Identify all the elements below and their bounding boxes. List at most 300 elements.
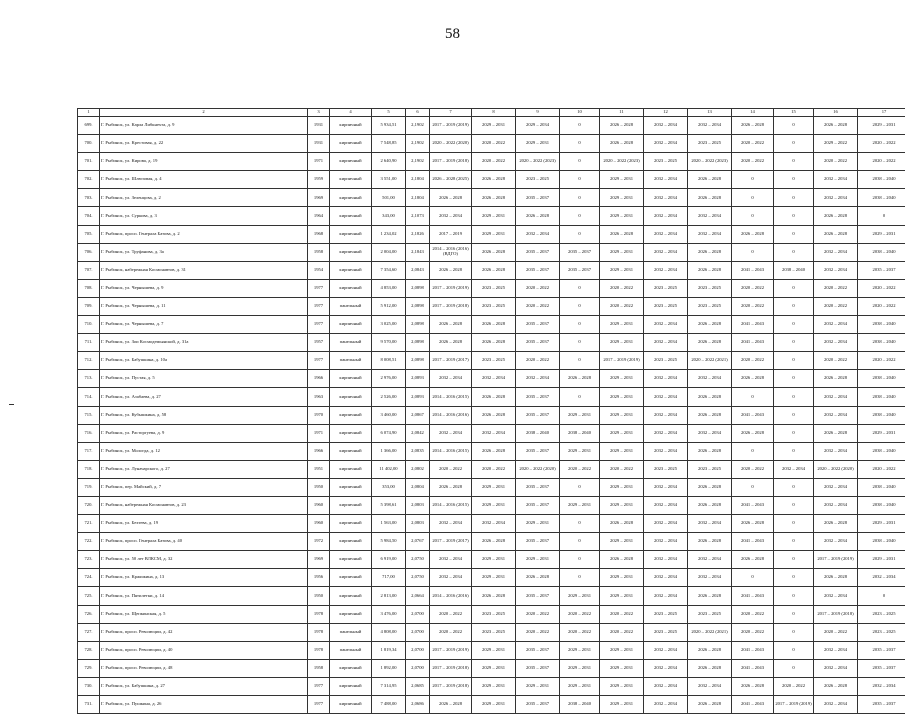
table-cell: 4 808,00 bbox=[372, 623, 406, 641]
table-cell: 2032 – 2034 bbox=[814, 316, 858, 334]
table-cell: 2 640,90 bbox=[372, 153, 406, 171]
table-cell: 2032 – 2034 bbox=[814, 189, 858, 207]
table-cell: 2032 – 2034 bbox=[858, 569, 905, 587]
table-row bbox=[78, 117, 905, 135]
table-cell: 2017 – 2019 (2018) bbox=[430, 659, 472, 677]
address-cell: Г. Рыбинск, ул. Расторгуева, д. 9 bbox=[100, 424, 308, 442]
table-cell: 2029 – 2031 bbox=[560, 587, 600, 605]
table-cell: 2026 – 2028 bbox=[472, 316, 516, 334]
table-cell: 2020 – 2022 bbox=[814, 352, 858, 370]
table-cell: 2041 – 2043 bbox=[732, 533, 774, 551]
address-cell: Г. Рыбинск, ул. Кирова, д. 19 bbox=[100, 153, 308, 171]
table-cell: 343,00 bbox=[372, 207, 406, 225]
table-cell: 2020 – 2022 bbox=[814, 153, 858, 171]
table-cell: 1954 bbox=[308, 261, 330, 279]
table-cell: 1951 bbox=[308, 460, 330, 478]
table-cell: 2020 – 2022 bbox=[472, 460, 516, 478]
table-cell: 2026 – 2028 bbox=[688, 261, 732, 279]
table-cell: 2023 – 2025 bbox=[688, 135, 732, 153]
table-cell: 2032 – 2034 bbox=[688, 225, 732, 243]
table-cell: 2014 – 2016 (2016) bbox=[430, 587, 472, 605]
table-row bbox=[78, 641, 905, 659]
table-cell: 2023 – 2025 bbox=[858, 623, 905, 641]
table-row bbox=[78, 460, 905, 478]
table-cell: 725. bbox=[78, 587, 100, 605]
table-row bbox=[78, 478, 905, 496]
table-cell: 2,0686 bbox=[406, 696, 430, 714]
table-cell: 718. bbox=[78, 460, 100, 478]
table-cell: кирпичный bbox=[330, 659, 372, 677]
table-cell: 2035 – 2037 bbox=[516, 442, 560, 460]
table-cell: 0 bbox=[774, 279, 814, 297]
table-cell: 2032 – 2034 bbox=[644, 406, 688, 424]
table-cell: 2026 – 2028 bbox=[688, 316, 732, 334]
table-cell: 2026 – 2028 bbox=[688, 388, 732, 406]
table-cell: кирпичный bbox=[330, 533, 372, 551]
column-header: 17 bbox=[858, 109, 905, 117]
table-cell: 2,0685 bbox=[406, 677, 430, 695]
table-cell: 2020 – 2022 (2023) bbox=[600, 153, 644, 171]
table-cell: 2029 – 2031 bbox=[600, 659, 644, 677]
table-cell: 1960 bbox=[308, 496, 330, 514]
table-cell: 2,1902 bbox=[406, 135, 430, 153]
table-cell: 2020 – 2022 bbox=[732, 153, 774, 171]
table-cell: 2,0700 bbox=[406, 641, 430, 659]
table-cell: 2032 – 2034 bbox=[472, 370, 516, 388]
table-cell: 2026 – 2028 bbox=[688, 442, 732, 460]
table-cell: 0 bbox=[774, 478, 814, 496]
table-cell: 2,0700 bbox=[406, 623, 430, 641]
table-cell: 2029 – 2031 bbox=[472, 641, 516, 659]
table-cell: 2020 – 2022 bbox=[732, 279, 774, 297]
table-cell: 2 004,00 bbox=[372, 243, 406, 261]
table-cell: 2041 – 2043 bbox=[732, 334, 774, 352]
table-cell: 2026 – 2028 (2025) bbox=[430, 171, 472, 189]
table-cell: 2020 – 2022 bbox=[472, 153, 516, 171]
table-cell: 2023 – 2025 bbox=[688, 297, 732, 315]
column-header: 4 bbox=[330, 109, 372, 117]
table-cell: 0 bbox=[774, 623, 814, 641]
table-cell: 2026 – 2028 bbox=[732, 370, 774, 388]
table-cell: 2029 – 2031 bbox=[858, 515, 905, 533]
table-cell: 3 460,00 bbox=[372, 406, 406, 424]
table-cell: 2026 – 2028 bbox=[688, 696, 732, 714]
table-row bbox=[78, 569, 905, 587]
table-cell: 2035 – 2037 bbox=[516, 406, 560, 424]
table-cell: 2026 – 2028 bbox=[600, 135, 644, 153]
table-cell: 0 bbox=[560, 334, 600, 352]
table-cell: 0 bbox=[774, 388, 814, 406]
table-cell: 9 570,00 bbox=[372, 334, 406, 352]
table-cell: 2023 – 2025 bbox=[472, 605, 516, 623]
table-cell: 2017 – 2019 bbox=[430, 225, 472, 243]
table-cell: 703. bbox=[78, 189, 100, 207]
table-cell: 0 bbox=[774, 406, 814, 424]
table-cell: кирпичный bbox=[330, 696, 372, 714]
table-cell: 2029 – 2031 bbox=[600, 478, 644, 496]
table-cell: 0 bbox=[560, 388, 600, 406]
table-row bbox=[78, 605, 905, 623]
table-cell: 2035 – 2037 bbox=[516, 478, 560, 496]
table-cell: 2029 – 2031 bbox=[560, 442, 600, 460]
table-cell: 2035 – 2037 bbox=[858, 659, 905, 677]
table-cell: 2029 – 2031 bbox=[600, 207, 644, 225]
table-cell: 2020 – 2022 bbox=[600, 279, 644, 297]
table-cell: 723. bbox=[78, 551, 100, 569]
table-cell: 0 bbox=[732, 478, 774, 496]
table-cell: 0 bbox=[774, 297, 814, 315]
table-cell: 2029 – 2034 bbox=[516, 117, 560, 135]
table-cell: 2,0803 bbox=[406, 496, 430, 514]
table-cell: 2032 – 2034 bbox=[644, 135, 688, 153]
table-cell: 2026 – 2028 bbox=[732, 225, 774, 243]
table-cell: 8 008,51 bbox=[372, 352, 406, 370]
table-cell: 2026 – 2028 bbox=[472, 261, 516, 279]
table-cell: 2,0664 bbox=[406, 587, 430, 605]
table-cell: 2026 – 2028 bbox=[688, 171, 732, 189]
table-cell: 353,00 bbox=[372, 478, 406, 496]
table-cell: 2032 – 2034 bbox=[644, 551, 688, 569]
table-cell: 2029 – 2031 bbox=[560, 496, 600, 514]
table-cell: 706. bbox=[78, 243, 100, 261]
table-cell: 2032 – 2034 bbox=[858, 677, 905, 695]
table-cell: 2026 – 2028 bbox=[472, 189, 516, 207]
table-cell: 1 563,00 bbox=[372, 515, 406, 533]
table-cell: 2026 – 2028 bbox=[688, 243, 732, 261]
table-cell: 2020 – 2022 bbox=[814, 623, 858, 641]
address-cell: Г. Рыбинск, ул. Бабушкина, д. 10а bbox=[100, 352, 308, 370]
table-cell: 2026 – 2028 bbox=[430, 696, 472, 714]
table-cell: 2,0750 bbox=[406, 569, 430, 587]
table-cell: 2029 – 2031 bbox=[516, 551, 560, 569]
table-cell: 2020 – 2022 bbox=[516, 279, 560, 297]
table-cell: 2020 – 2022 bbox=[430, 623, 472, 641]
table-cell: 2029 – 2031 bbox=[600, 442, 644, 460]
table-cell: кирпичный bbox=[330, 207, 372, 225]
table-cell: 2,1073 bbox=[406, 207, 430, 225]
table-cell: 2032 – 2034 bbox=[688, 370, 732, 388]
table-cell: 1972 bbox=[308, 533, 330, 551]
table-cell: 2029 – 2022 bbox=[814, 135, 858, 153]
table-cell: 2035 – 2037 bbox=[516, 587, 560, 605]
table-row bbox=[78, 623, 905, 641]
table-cell: 2029 – 2031 bbox=[858, 117, 905, 135]
table-cell: 704. bbox=[78, 207, 100, 225]
table-cell: 2026 – 2028 bbox=[600, 117, 644, 135]
table-row bbox=[78, 153, 905, 171]
table-cell: 2041 – 2043 bbox=[732, 641, 774, 659]
table-cell: 1977 bbox=[308, 279, 330, 297]
table-cell: 2017 – 2019 (2017) bbox=[430, 352, 472, 370]
table-cell: 2032 – 2034 bbox=[430, 424, 472, 442]
table-cell: 2026 – 2028 bbox=[814, 370, 858, 388]
table-cell: 2032 – 2034 bbox=[688, 551, 732, 569]
table-cell: 2032 – 2034 bbox=[430, 370, 472, 388]
address-cell: Г. Рыбинск, ул. Карла Либкнехта, д. 9 bbox=[100, 117, 308, 135]
column-header: 9 bbox=[516, 109, 560, 117]
column-header: 10 bbox=[560, 109, 600, 117]
column-header: 8 bbox=[472, 109, 516, 117]
table-cell: 2014 – 2016 (2015) bbox=[430, 442, 472, 460]
table-cell: 2032 – 2034 bbox=[688, 207, 732, 225]
table-cell: 3 476,00 bbox=[372, 605, 406, 623]
table-row bbox=[78, 659, 905, 677]
table-cell: 2029 – 2031 bbox=[600, 533, 644, 551]
table-cell: 0 bbox=[732, 189, 774, 207]
table-cell: кирпичный bbox=[330, 551, 372, 569]
table-row bbox=[78, 406, 905, 424]
table-cell: 2020 – 2022 bbox=[600, 605, 644, 623]
table-cell: 1978 bbox=[308, 623, 330, 641]
table-cell: 702. bbox=[78, 171, 100, 189]
table-row bbox=[78, 424, 905, 442]
address-cell: Г. Рыбинск, ул. Крестовая, д. 22 bbox=[100, 135, 308, 153]
table-row bbox=[78, 370, 905, 388]
table-cell: 2026 – 2028 bbox=[430, 316, 472, 334]
table-cell: 2023 – 2025 bbox=[644, 153, 688, 171]
table-cell: 2029 – 2031 bbox=[600, 261, 644, 279]
table-cell: 2041 – 2043 bbox=[732, 659, 774, 677]
table-cell: 2020 – 2022 (2020) bbox=[814, 460, 858, 478]
table-cell: 2020 – 2022 bbox=[732, 135, 774, 153]
table-cell: 2041 – 2043 bbox=[732, 587, 774, 605]
table-cell: 2026 – 2028 bbox=[688, 478, 732, 496]
table-cell: 2038 – 2040 bbox=[858, 243, 905, 261]
table-cell: 2035 – 2037 bbox=[516, 261, 560, 279]
table-cell: 2023 – 2025 bbox=[644, 605, 688, 623]
table-cell: панельный bbox=[330, 297, 372, 315]
table-row bbox=[78, 696, 905, 714]
table-cell: 2,0835 bbox=[406, 442, 430, 460]
table-cell: 5 934,51 bbox=[372, 117, 406, 135]
table-cell: 730. bbox=[78, 677, 100, 695]
table-cell: 1 819,34 bbox=[372, 641, 406, 659]
table-cell: 501,00 bbox=[372, 189, 406, 207]
table-cell: 2026 – 2028 bbox=[516, 569, 560, 587]
table-cell: 2032 – 2034 bbox=[644, 189, 688, 207]
table-cell: 2035 – 2037 bbox=[516, 696, 560, 714]
table-cell: 2026 – 2028 bbox=[814, 515, 858, 533]
table-cell: кирпичный bbox=[330, 424, 372, 442]
table-cell: 0 bbox=[560, 297, 600, 315]
table-cell: кирпичный bbox=[330, 316, 372, 334]
table-cell: панельный bbox=[330, 334, 372, 352]
table-cell: 2017 – 2019 (2017) bbox=[430, 533, 472, 551]
table-cell: 728. bbox=[78, 641, 100, 659]
table-cell: кирпичный bbox=[330, 171, 372, 189]
table-cell: 6 919,00 bbox=[372, 551, 406, 569]
table-cell: 2032 – 2034 bbox=[688, 117, 732, 135]
table-cell: 2032 – 2034 bbox=[774, 460, 814, 478]
table-cell: 0 bbox=[774, 641, 814, 659]
address-cell: Г. Рыбинск, ул. Кржижина, д. 13 bbox=[100, 569, 308, 587]
table-cell: 2029 – 2031 bbox=[600, 334, 644, 352]
table-cell: 7 314,95 bbox=[372, 677, 406, 695]
address-cell: Г. Рыбинск, ул. Мологда, д. 12 bbox=[100, 442, 308, 460]
table-cell: 1977 bbox=[308, 316, 330, 334]
table-cell: 2032 – 2034 bbox=[814, 659, 858, 677]
table-cell: 2020 – 2022 bbox=[858, 297, 905, 315]
table-row bbox=[78, 515, 905, 533]
table-cell: 2026 – 2028 bbox=[814, 117, 858, 135]
table-cell: кирпичный bbox=[330, 587, 372, 605]
table-cell: 2032 – 2034 bbox=[430, 569, 472, 587]
address-cell: Г. Рыбинск, ул. Чернышева, д. 11 bbox=[100, 297, 308, 315]
table-cell: 2026 – 2028 bbox=[472, 243, 516, 261]
table-cell: 2029 – 2031 bbox=[560, 406, 600, 424]
table-cell: 1931 bbox=[308, 117, 330, 135]
table-cell: 2,1902 bbox=[406, 117, 430, 135]
table-cell: 2029 – 2031 bbox=[560, 659, 600, 677]
table-cell: 2023 – 2025 bbox=[688, 605, 732, 623]
table-cell: 1957 bbox=[308, 334, 330, 352]
table-cell: 2029 – 2031 bbox=[472, 659, 516, 677]
table-cell: 2035 – 2037 bbox=[516, 641, 560, 659]
table-cell: 0 bbox=[858, 207, 905, 225]
table-cell: кирпичный bbox=[330, 677, 372, 695]
table-cell: 2029 – 2031 bbox=[600, 370, 644, 388]
table-cell: 2026 – 2028 bbox=[688, 641, 732, 659]
table-cell: 2032 – 2034 bbox=[644, 261, 688, 279]
table-cell: 2032 – 2034 bbox=[814, 587, 858, 605]
table-cell: 0 bbox=[774, 533, 814, 551]
table-cell: панельный bbox=[330, 641, 372, 659]
table-cell: 0 bbox=[560, 316, 600, 334]
table-cell: 2023 – 2025 bbox=[644, 352, 688, 370]
table-cell: 2029 – 2031 bbox=[600, 243, 644, 261]
table-cell: 2032 – 2034 bbox=[430, 207, 472, 225]
table-row bbox=[78, 442, 905, 460]
table-cell: 2,1826 bbox=[406, 225, 430, 243]
table-cell: 727. bbox=[78, 623, 100, 641]
table-row bbox=[78, 352, 905, 370]
table-cell: 2041 – 2043 bbox=[732, 406, 774, 424]
table-cell: 2,0700 bbox=[406, 659, 430, 677]
table-cell: 2026 – 2028 bbox=[688, 406, 732, 424]
table-cell: 2020 – 2022 bbox=[560, 605, 600, 623]
table-cell: 2035 – 2037 bbox=[858, 696, 905, 714]
table-cell: 0 bbox=[560, 352, 600, 370]
table-cell: 1969 bbox=[308, 551, 330, 569]
column-header: 15 bbox=[774, 109, 814, 117]
table-cell: 7 548,85 bbox=[372, 135, 406, 153]
table-row bbox=[78, 279, 905, 297]
table-cell: 2020 – 2022 bbox=[858, 460, 905, 478]
table-cell: 2032 – 2034 bbox=[644, 316, 688, 334]
address-cell: Г. Рыбинск, просп. Генерала Батова, д. 2 bbox=[100, 225, 308, 243]
address-cell: Г. Рыбинск, ул. Зои Космодемьянской, д. 31а bbox=[100, 334, 308, 352]
column-header: 14 bbox=[732, 109, 774, 117]
table-cell: 2,1804 bbox=[406, 171, 430, 189]
table-row bbox=[78, 225, 905, 243]
table-cell: 0 bbox=[560, 551, 600, 569]
address-cell: Г. Рыбинск, просп. Революции, д. 48 bbox=[100, 659, 308, 677]
table-cell: 2,1843 bbox=[406, 243, 430, 261]
table-cell: 1971 bbox=[308, 424, 330, 442]
table-cell: 2032 – 2034 bbox=[814, 388, 858, 406]
table-cell: 0 bbox=[560, 189, 600, 207]
table-cell: 2032 – 2034 bbox=[814, 696, 858, 714]
table-cell: 2029 – 2031 bbox=[472, 478, 516, 496]
table-cell: 729. bbox=[78, 659, 100, 677]
table-cell: 2032 – 2034 bbox=[644, 442, 688, 460]
table-cell: 705. bbox=[78, 225, 100, 243]
table-cell: 2035 – 2037 bbox=[516, 388, 560, 406]
table-cell: 1968 bbox=[308, 225, 330, 243]
table-cell: 2 976,00 bbox=[372, 370, 406, 388]
table-cell: 2017 – 2019 (2019) bbox=[430, 641, 472, 659]
table-cell: 2020 – 2022 bbox=[858, 352, 905, 370]
table-cell: 2038 – 2040 bbox=[858, 388, 905, 406]
table-row bbox=[78, 334, 905, 352]
table-cell: 0 bbox=[560, 135, 600, 153]
table-cell: 2,0803 bbox=[406, 515, 430, 533]
table-cell: 2014 – 2016 (2016) bbox=[430, 406, 472, 424]
table-cell: кирпичный bbox=[330, 243, 372, 261]
table-cell: 2032 – 2034 bbox=[644, 587, 688, 605]
table-cell: 2017 – 2019 (2019) bbox=[430, 117, 472, 135]
address-cell: Г. Рыбинск, просп. Революции, д. 42 bbox=[100, 623, 308, 641]
table-cell: кирпичный bbox=[330, 189, 372, 207]
table-cell: 700. bbox=[78, 135, 100, 153]
table-cell: 2041 – 2043 bbox=[732, 696, 774, 714]
address-cell: Г. Рыбинск, просп. Революции, д. 40 bbox=[100, 641, 308, 659]
address-cell: Г. Рыбинск, ул. Чернышева, д. 7 bbox=[100, 316, 308, 334]
table-cell: 2035 – 2037 bbox=[516, 243, 560, 261]
table-cell: 2035 – 2037 bbox=[516, 659, 560, 677]
table-cell: 2020 – 2022 bbox=[858, 153, 905, 171]
table-cell: 1970 bbox=[308, 406, 330, 424]
column-header: 6 bbox=[406, 109, 430, 117]
table-cell: 2026 – 2028 bbox=[732, 117, 774, 135]
table-cell: 2032 – 2034 bbox=[644, 370, 688, 388]
column-header: 3 bbox=[308, 109, 330, 117]
table-cell: 2017 – 2019 (2018) bbox=[430, 153, 472, 171]
table-cell: 2,0898 bbox=[406, 297, 430, 315]
table-cell: 2032 – 2034 bbox=[644, 243, 688, 261]
table-row bbox=[78, 677, 905, 695]
table-cell: 2026 – 2028 bbox=[688, 334, 732, 352]
table-cell: кирпичный bbox=[330, 117, 372, 135]
table-cell: 714. bbox=[78, 388, 100, 406]
table-cell: 0 bbox=[774, 189, 814, 207]
table-cell: 1964 bbox=[308, 207, 330, 225]
table-cell: 0 bbox=[774, 334, 814, 352]
table-cell: 2032 – 2034 bbox=[814, 442, 858, 460]
table-cell: 0 bbox=[560, 207, 600, 225]
table-cell: 731. bbox=[78, 696, 100, 714]
table-cell: кирпичный bbox=[330, 153, 372, 171]
table-cell: 2026 – 2028 bbox=[688, 659, 732, 677]
table-cell: 2026 – 2028 bbox=[430, 189, 472, 207]
address-cell: Г. Рыбинск, пер. Майский, д. 7 bbox=[100, 478, 308, 496]
table-cell: 0 bbox=[732, 442, 774, 460]
table-cell: 2020 – 2022 bbox=[732, 460, 774, 478]
table-cell: 2020 – 2022 bbox=[516, 297, 560, 315]
table-cell: 707. bbox=[78, 261, 100, 279]
table-cell: 2032 – 2034 bbox=[814, 406, 858, 424]
table-cell: 2,0898 bbox=[406, 334, 430, 352]
table-cell: 2017 – 2019 (2018) bbox=[814, 605, 858, 623]
table-cell: 2038 – 2040 bbox=[858, 189, 905, 207]
table-cell: 2032 – 2034 bbox=[814, 533, 858, 551]
table-cell: 2020 – 2022 bbox=[516, 352, 560, 370]
table-cell: 2035 – 2037 bbox=[516, 316, 560, 334]
table-cell: 1977 bbox=[308, 352, 330, 370]
table-cell: 2014 – 2016 (2016)(ВДГО) bbox=[430, 243, 472, 261]
address-cell: Г. Рыбинск, просп. Генерала Батова, д. 40 bbox=[100, 533, 308, 551]
table-cell: 2014 – 2016 (2015) bbox=[430, 496, 472, 514]
